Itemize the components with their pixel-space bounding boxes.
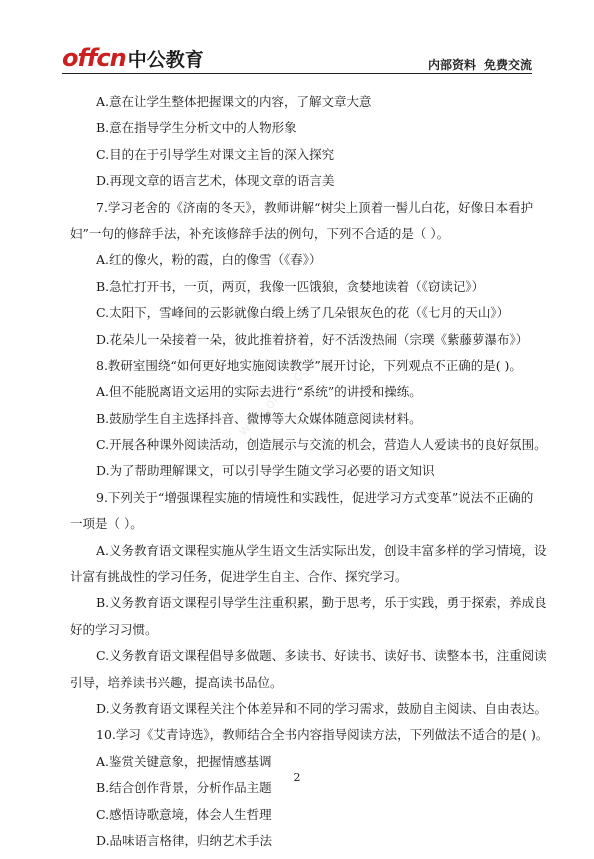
text-line: 8.教研室围绕“如何更好地实施阅读教学”展开讨论，下列观点不正确的是( )。 bbox=[96, 357, 522, 373]
document-body bbox=[70, 94, 549, 859]
text-line: B.鼓励学生自主选择抖音、微博等大众媒体随意阅读材料。 bbox=[96, 410, 422, 426]
internal-material-label: 内部资料 bbox=[427, 58, 476, 72]
text-line: C.目的在于引导学生对课文主旨的深入探究 bbox=[96, 146, 335, 162]
text-line: C.感悟诗歌意境，体会人生哲理 bbox=[96, 806, 272, 822]
text-line: 计富有挑战性的学习任务，促进学生自主、合作、探究学习。 bbox=[70, 569, 408, 585]
header-tagline bbox=[428, 56, 532, 73]
text-line: 10.学习《艾青诗选》，教师结合全书内容指导阅读方法，下列做法不适合的是( )。 bbox=[96, 727, 549, 743]
watermark: www.offcn.com bbox=[234, 352, 322, 440]
text-line: 好的学习习惯。 bbox=[70, 621, 158, 637]
logo-chinese-text: 中公教育 bbox=[127, 49, 204, 71]
text-line: 7.学习老舍的《济南的冬天》，教师讲解“树尖上顶着一髻儿白花，好像日本看护 bbox=[96, 199, 534, 215]
text-line: D.再现文章的语言艺术，体现文章的语言美 bbox=[96, 173, 335, 189]
text-line: D.为了帮助理解课文，可以引导学生随文学习必要的语文知识 bbox=[96, 463, 435, 479]
text-line: 妇”一句的修辞手法，补充该修辞手法的例句，下列不合适的是（ ）。 bbox=[70, 225, 450, 241]
page-header bbox=[62, 40, 532, 72]
logo-latin-text: offcn bbox=[62, 44, 126, 72]
header-divider bbox=[62, 73, 532, 74]
text-line: D.义务教育语文课程关注个体差异和不同的学习需求，鼓励自主阅读、自由表达。 bbox=[96, 700, 548, 716]
page-number: 2 bbox=[293, 771, 301, 784]
text-line: A.义务教育语文课程实施从学生语文生活实际出发，创设丰富多样的学习情境，设 bbox=[96, 542, 547, 558]
offcn-logo bbox=[62, 44, 204, 72]
text-line: 9.下列关于“增强课程实施的情境性和实践性，促进学习方式变革”说法不正确的 bbox=[96, 489, 534, 505]
free-exchange-label: 免费交流 bbox=[483, 58, 532, 72]
text-line: A.但不能脱离语文运用的实际去进行“系统”的讲授和操练。 bbox=[96, 384, 422, 400]
text-line: B.意在指导学生分析文中的人物形象 bbox=[96, 120, 297, 136]
text-line: A.红的像火，粉的霞，白的像雪（《春》） bbox=[96, 252, 322, 268]
text-line: B.义务教育语文课程引导学生注重积累，勤于思考，乐于实践，勇于探索，养成良 bbox=[96, 595, 547, 611]
text-line: A.意在让学生整体把握课文的内容，了解文章大意 bbox=[96, 94, 372, 109]
text-line: B.急忙打开书，一页，两页，我像一匹饿狼，贪婪地读着（《窃读记》） bbox=[96, 278, 485, 294]
text-line: 一项是（ ）。 bbox=[70, 516, 143, 532]
text-line: A.鉴赏关键意象，把握情感基调 bbox=[96, 753, 272, 769]
text-line: D.品味语言格律，归纳艺术手法 bbox=[96, 832, 273, 848]
text-line: 引导，培养读书兴趣，提高读书品位。 bbox=[70, 674, 283, 690]
text-line: C.开展各种课外阅读活动，创造展示与交流的机会，营造人人爱读书的良好氛围。 bbox=[96, 437, 547, 453]
text-line: C.太阳下，雪峰间的云影就像白缎上绣了几朵银灰色的花（《七月的天山》） bbox=[96, 305, 510, 321]
text-line: C.义务教育语文课程倡导多做题、多读书、好读书、读好书、读整本书，注重阅读 bbox=[96, 648, 547, 664]
text-line: D.花朵儿一朵接着一朵，彼此推着挤着，好不活泼热闹（宗璞《紫藤萝瀑布》） bbox=[96, 331, 529, 347]
text-line: B.结合创作背景，分析作品主题 bbox=[96, 780, 272, 796]
